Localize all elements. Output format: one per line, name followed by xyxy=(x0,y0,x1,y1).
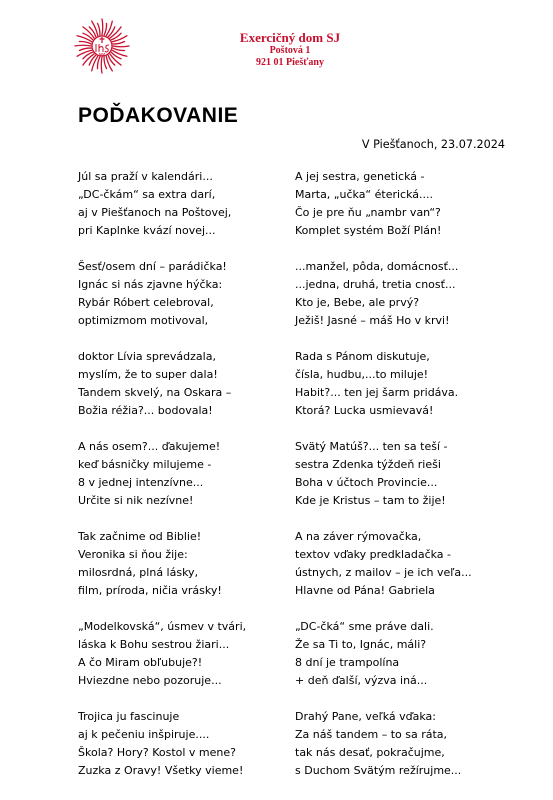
poem-line: keď básničky milujeme - xyxy=(78,458,212,471)
poem-line: Drahý Pane, veľká vďaka: xyxy=(295,710,436,723)
poem-line: „DC-čká“ sme práve dali. xyxy=(295,620,434,633)
address-city: 921 01 Piešťany xyxy=(256,57,324,68)
poem-right-column xyxy=(295,168,515,798)
poem-line: Škola? Hory? Kostol v mene? xyxy=(78,746,236,759)
poem-line: Trojica ju fascinuje xyxy=(78,710,180,723)
poem-stanza xyxy=(78,618,278,690)
poem-line: myslím, že to super dala! xyxy=(78,368,218,381)
poem-line: tak nás desať, pokračujme, xyxy=(295,746,445,759)
poem-line: aj v Piešťanoch na Poštovej, xyxy=(78,206,232,219)
poem-line: sestra Zdenka týždeň rieši xyxy=(295,458,441,471)
poem-line: Kde je Kristus – tam to žije! xyxy=(295,494,446,507)
poem-line: optimizmom motivoval, xyxy=(78,314,209,327)
poem-line: Veronika si ňou žije: xyxy=(78,548,188,561)
poem-line: „DC-čkám“ sa extra darí, xyxy=(78,188,216,201)
poem-line: Že sa Ti to, Ignác, máli? xyxy=(295,638,427,651)
poem-line: Rybár Róbert celebroval, xyxy=(78,296,214,309)
poem-line: Júl sa praží v kalendári... xyxy=(78,170,213,183)
poem-line: s Duchom Svätým režírujme... xyxy=(295,764,462,777)
organization-name: Exercičný dom SJ xyxy=(239,30,341,45)
poem-line: Čo je pre ňu „nambr van“? xyxy=(295,206,441,219)
poem-line: Tak začnime od Biblie! xyxy=(78,530,202,543)
poem-line: 8 dní je trampolína xyxy=(295,656,400,669)
poem-line: A jej sestra, genetická - xyxy=(295,170,425,183)
poem-stanza xyxy=(295,168,515,240)
poem-line: Svätý Matúš?... ten sa teší - xyxy=(295,440,448,453)
poem-line: aj k pečeniu inšpiruje.... xyxy=(78,728,210,741)
poem-line: „Modelkovská“, úsmev v tvári, xyxy=(78,620,247,633)
poem-stanza xyxy=(295,528,515,600)
poem-line: 8 v jednej intenzívne... xyxy=(78,476,204,489)
poem-line: Božia réžia?... bodovala! xyxy=(78,404,213,417)
poem-line: láska k Bohu sestrou žiari... xyxy=(78,638,230,651)
poem-stanza xyxy=(78,258,278,330)
poem-stanza xyxy=(295,258,515,330)
address-street: Poštová 1 xyxy=(269,45,311,56)
poem-line: Komplet systém Boží Plán! xyxy=(295,224,442,237)
poem-line: A na záver rýmovačka, xyxy=(295,530,422,543)
poem-line: + deň ďalší, výzva iná... xyxy=(295,674,428,687)
poem-line: Boha v účtoch Provincie... xyxy=(295,476,438,489)
poem-line: Ignác si nás zjavne hýčka: xyxy=(78,278,223,291)
ihs-sunburst-emblem-icon xyxy=(66,16,138,76)
place-and-date: V Piešťanoch, 23.07.2024 xyxy=(361,138,505,151)
poem-stanza xyxy=(78,438,278,510)
poem-line: Šesť/osem dní – parádička! xyxy=(78,260,227,273)
document-title: POĎAKOVANIE xyxy=(78,104,239,127)
poem-stanza xyxy=(78,348,278,420)
poem-line: A čo Miram obľubuje?! xyxy=(78,656,203,669)
poem-line: Zuzka z Oravy! Všetky vieme! xyxy=(78,764,244,777)
poem-line: ústnych, z mailov – je ich veľa... xyxy=(295,566,472,579)
poem-line: A nás osem?... ďakujeme! xyxy=(78,440,221,453)
poem-line: ...jedna, druhá, tretia cnosť... xyxy=(295,278,456,291)
poem-line: Hviezdne nebo pozoruje... xyxy=(78,674,222,687)
poem-line: Ježiš! Jasné – máš Ho v krvi! xyxy=(295,314,450,327)
poem-line: pri Kaplnke kvází novej... xyxy=(78,224,216,237)
poem-line: Tandem skvelý, na Oskara – xyxy=(78,386,232,399)
poem-line: film, príroda, ničia vrásky! xyxy=(78,584,222,597)
poem-line: Marta, „učka“ éterická.... xyxy=(295,188,434,201)
poem-stanza xyxy=(78,528,278,600)
poem-line: Habit?... ten jej šarm pridáva. xyxy=(295,386,459,399)
poem-left-column xyxy=(78,168,278,798)
poem-line: ...manžel, pôda, domácnosť... xyxy=(295,260,459,273)
poem-line: textov vďaky predkladačka - xyxy=(295,548,451,561)
poem-line: Kto je, Bebe, ale prvý? xyxy=(295,296,420,309)
poem-stanza xyxy=(295,708,515,780)
poem-stanza xyxy=(295,618,515,690)
poem-line: Určite si nik nezívne! xyxy=(78,494,194,507)
poem-line: milosrdná, plná lásky, xyxy=(78,566,199,579)
poem-line: Hlavne od Pána! Gabriela xyxy=(295,584,435,597)
organization-header xyxy=(200,30,380,69)
poem-line: Ktorá? Lucka usmievavá! xyxy=(295,404,434,417)
poem-line: Za náš tandem – to sa ráta, xyxy=(295,728,448,741)
poem-stanza xyxy=(295,438,515,510)
poem-stanza xyxy=(295,348,515,420)
poem-line: čísla, hudbu,...to miluje! xyxy=(295,368,429,381)
poem-line: doktor Lívia sprevádzala, xyxy=(78,350,216,363)
poem-line: Rada s Pánom diskutuje, xyxy=(295,350,430,363)
poem-stanza xyxy=(78,168,278,240)
poem-stanza xyxy=(78,708,278,780)
